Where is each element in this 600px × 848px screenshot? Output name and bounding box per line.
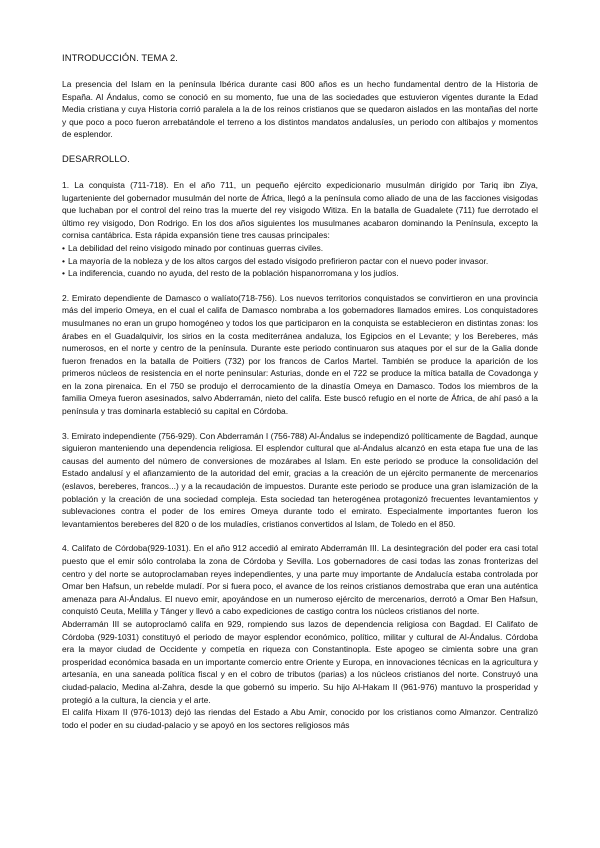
section-4-caliphate-p1: 4. Califato de Córdoba(929-1031). En el año 912 accedió al emirato Abderramán III. La desintegración del poder era casi total puesto que el emir sólo controlaba la zona de Córdoba y Sevilla. Los gobernadores de casi todas las zonas fronterizas del centro y del norte se autoproclamaban reyes independientes, y una parte muy importante de Andalucía estaba controlada por Omar ben Hafsun, un rebelde muladí. Por si fuera poco, el avance de los reinos cristianos demostraba que eran una auténtica amenaza para Al-Ándalus. El nuevo emir, apoyándose en un numeroso ejército de mercenarios, derrotó a Omar Ben Hafsun, conquistó Ceuta, Melilla y Tánger y llevó a cabo expediciones de castigo contra los núcleos cristianos del norte. bbox=[62, 543, 538, 617]
section-2-dependent-emirate: 2. Emirato dependiente de Damasco o walíato(718-756). Los nuevos territorios conquistados se convirtieron en una provincia más del imperio Omeya, en el cual el califa de Damasco nombraba a los gobernadores llamados emires. Los conquistadores musulmanes no eran un grupo homogéneo y todos los que participaron en la conquista se establecieron en distintas zonas: los árabes en el Guadalquivir, los sirios en la costa mediterránea andaluza, los Egipcios en el Levante; y los Bereberes, más numerosos, en el norte y centro de la península. Durante este periodo continuaron sus ataques por el sur de la Galia donde fueron frenados en la batalla de Poitiers (732) por los francos de Carlos Martel. También se produce la aparición de los primeros núcleos de resistencia en el norte peninsular: Asturias, donde en el 722 se produce la mítica batalla de Covadonga y en la zona pirenaica. En el 750 se produjo el derrocamiento de la dinastía Omeya en Damasco. Todos los miembros de la familia Omeya fueron asesinados, salvo Abderramán, nieto del califa. Este buscó refugio en el norte de África, de ahí pasó a la península y tras dominarla estableció su capital en Córdoba. bbox=[62, 292, 538, 417]
bullet-icon: • bbox=[62, 268, 65, 279]
list-item: • La indiferencia, cuando no ayuda, del resto de la población hispanorromana y los judíos. bbox=[62, 268, 399, 279]
list-item: • La debilidad del reino visigodo minado por continuas guerras civiles. bbox=[62, 242, 324, 253]
bullet-icon: • bbox=[62, 255, 65, 266]
bullet-icon: • bbox=[62, 242, 65, 253]
section-1-conquest: 1. La conquista (711-718). En el año 711, un pequeño ejército expedicionario musulmán dirigido por Tariq ibn Ziya, lugarteniente del gobernador musulmán del norte de África, llegó a la península como aliado de una de las facciones visigodas que luchaban por el control del reino tras la muerte del rey visigodo Witiza. En la batalla de Guadalete (711) fue derrotado el último rey visigodo, Don Rodrigo. En los dos años siguientes los musulmanes acabaron dominando la Península, excepto la cornisa cantábrica. Esta rápida expansión tiene tres causas principales: bbox=[62, 179, 538, 241]
section-3-independent-emirate: 3. Emirato independiente (756-929). Con Abderramán I (756-788) Al-Ándalus se independizó políticamente de Bagdad, aunque siguieron manteniendo una dependencia religiosa. El esplendor cultural que al-Ándalus alcanzó en esta etapa fue una de las causas del aumento del número de conversiones de mozárabes al Islam. En este periodo se produce la consolidación del Estado andalusí y el afianzamiento de la autoridad del emir, gracias a la creación de un ejército permanente de mercenarios (eslavos, bereberes, francos...) y a la recaudación de impuestos. Durante este periodo se produce una gran islamización de la población y la creación de una sociedad compleja. Esta sociedad tan heterogénea protagonizó frecuentes levantamientos y sublevaciones contra el poder de los emires Omeya durante todo el emirato. Especialmente importantes fueron los levantamientos bereberes del 820 o de los muladíes, cristianos convertidos al Islam, de Toledo en el 850. bbox=[62, 430, 538, 529]
intro-heading: INTRODUCCIÓN. TEMA 2. bbox=[62, 52, 178, 63]
development-heading: DESARROLLO. bbox=[62, 152, 130, 164]
intro-paragraph: La presencia del Islam en la península Ibérica durante casi 800 años es un hecho fundamental dentro de la Historia de España. Al Ándalus, como se conoció en su momento, fue una de las sociedades que estuvieron vigentes durante la Edad Media cristiana y cuya Historia corrió paralela a la de los reinos cristianos que se quedaron aislados en las montañas del norte y que poco a poco fueron arrebatándole el terreno a los distintos mandatos andalusíes, un periodo con altibajos y momentos de esplendor. bbox=[62, 79, 538, 140]
section-1-causes-list bbox=[62, 242, 538, 280]
section-4-caliphate-p2: Abderramán III se autoproclamó califa en 929, rompiendo sus lazos de dependencia religiosa con Bagdad. El Califato de Córdoba (929-1031) constituyó el periodo de mayor esplendor económico, político, militar y cultural de Al-Ándalus. Córdoba era la mayor ciudad de Occidente y competía en riqueza con Constantinopla. Este apogeo se cimienta sobre una gran prosperidad económica basada en un importante comercio entre Oriente y Europa, en innovaciones técnicas en la agricultura y artesanía, en una saneada política fiscal y en el cobro de tributos (parias) a los núcleos cristianos del norte. Construyó una ciudad-palacio, Medina al-Zahra, desde la que gobernó su imperio. Su hijo Al-Hakam II (961-976) mantuvo la prosperidad y protegió a la cultura, la ciencia y el arte. bbox=[62, 618, 538, 705]
section-4-caliphate-p3: El califa Hixam II (976-1013) dejó las riendas del Estado a Abu Amir, conocido por los cristianos como Almanzor. Centralizó todo el poder en su ciudad-palacio y se apoyó en los sectores religiosos más bbox=[62, 707, 538, 730]
list-item: • La mayoría de la nobleza y de los altos cargos del estado visigodo prefirieron pactar con el nuevo poder invasor. bbox=[62, 255, 489, 266]
